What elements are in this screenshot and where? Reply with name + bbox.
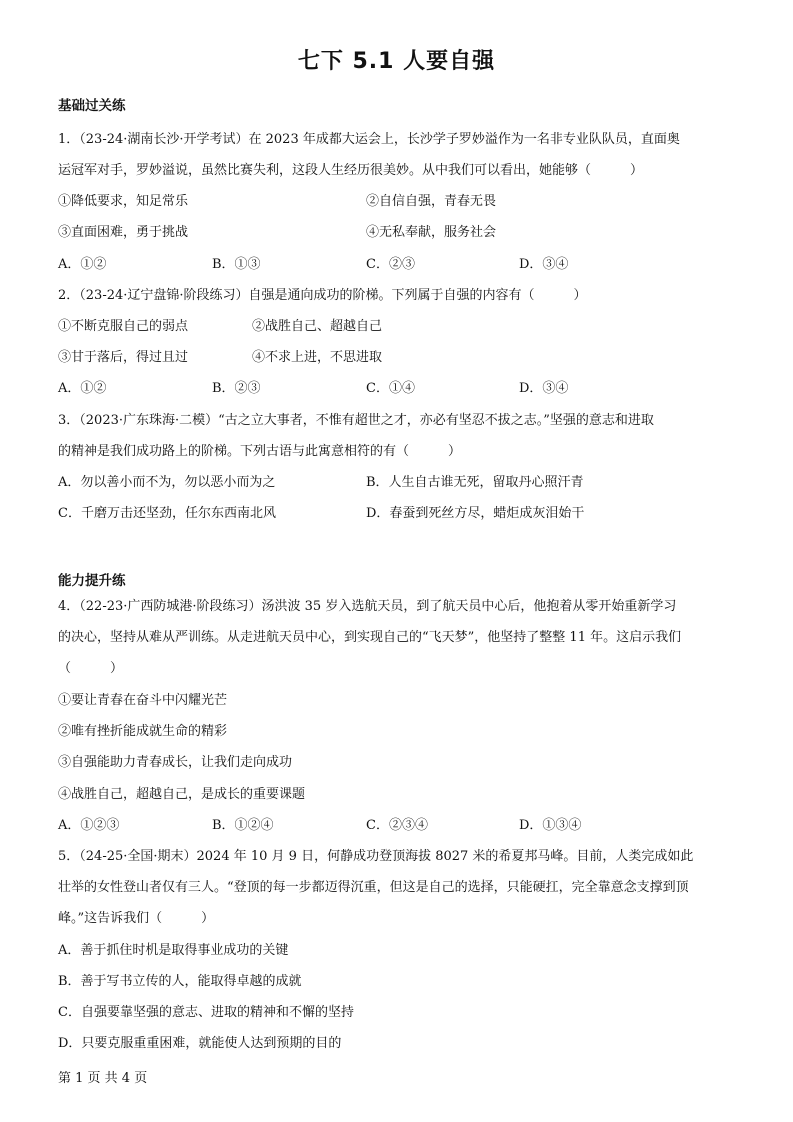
q1-option-c: C．②③ <box>366 257 415 272</box>
q4-statement-3: ③自强能助力青春成长，让我们走向成功 <box>58 755 293 770</box>
page-footer: 第 1 页 共 4 页 <box>58 1071 148 1086</box>
q4-stem-line-3: （ ） <box>58 661 124 676</box>
q1-statement-3: ③直面困难，勇于挑战 <box>58 225 189 240</box>
q5-stem-line-3: 峰。”这告诉我们（ ） <box>58 911 215 926</box>
q1-option-d: D．③④ <box>519 257 569 272</box>
q5-option-c: C．自强要靠坚强的意志、进取的精神和不懈的坚持 <box>58 1005 354 1020</box>
q4-stem-line-2: 的决心，坚持从难从严训练。从走进航天员中心，到实现自己的“飞天梦”，他坚持了整整 11 年。这启示我们 <box>58 630 682 645</box>
q4-option-b: B．①②④ <box>212 818 274 833</box>
q3-option-d: D．春蚕到死丝方尽，蜡炬成灰泪始干 <box>366 506 585 521</box>
q2-option-a: A．①② <box>58 381 107 396</box>
q1-option-a: A．①② <box>58 257 107 272</box>
q2-option-d: D．③④ <box>519 381 569 396</box>
q5-stem-line-1: 5．（24-25·全国·期末）2024 年 10 月 9 日，何静成功登顶海拔 8027 米的希夏邦马峰。目前，人类完成如此 <box>58 849 694 864</box>
q1-statement-2: ②自信自强，青春无畏 <box>366 194 497 209</box>
q3-option-c: C．千磨万击还坚劲，任尔东西南北风 <box>58 506 276 521</box>
q2-stem-line-1: 2．（23-24·辽宁盘锦·阶段练习）自强是通向成功的阶梯。下列属于自强的内容有（ ） <box>58 288 587 303</box>
q3-stem-line-1: 3．（2023·广东珠海·二模）“古之立大事者，不惟有超世之才，亦必有坚忍不拔之志。”坚强的意志和进取 <box>58 413 654 428</box>
q5-option-d: D．只要克服重重困难，就能使人达到预期的目的 <box>58 1036 342 1051</box>
q4-statement-1: ①要让青春在奋斗中闪耀光芒 <box>58 693 228 708</box>
section-heading-advanced: 能力提升练 <box>58 573 126 589</box>
section-heading-basic: 基础过关练 <box>58 98 126 114</box>
q2-statement-4: ④不求上进，不思进取 <box>252 350 383 365</box>
page-title: 七下 5.1 人要自强 <box>297 49 496 74</box>
q4-stem-line-1: 4．（22-23·广西防城港·阶段练习）汤洪波 35 岁入选航天员，到了航天员中心后，他抱着从零开始重新学习 <box>58 599 677 614</box>
q3-stem-line-2: 的精神是我们成功路上的阶梯。下列古语与此寓意相符的有（ ） <box>58 444 462 459</box>
q1-option-b: B．①③ <box>212 257 261 272</box>
q4-option-a: A．①②③ <box>58 818 120 833</box>
q2-statement-3: ③甘于落后，得过且过 <box>58 350 189 365</box>
q2-option-c: C．①④ <box>366 381 415 396</box>
q1-statement-4: ④无私奉献，服务社会 <box>366 225 497 240</box>
q5-stem-line-2: 壮举的女性登山者仅有三人。“登顶的每一步都迈得沉重，但这是自己的选择，只能硬扛，完全靠意念支撑到顶 <box>58 880 689 895</box>
q3-option-a: A．勿以善小而不为，勿以恶小而为之 <box>58 475 276 490</box>
q3-option-b: B．人生自古谁无死，留取丹心照汗青 <box>366 475 584 490</box>
q2-option-b: B．②③ <box>212 381 261 396</box>
q1-stem-line-1: 1．（23-24·湖南长沙·开学考试）在 2023 年成都大运会上，长沙学子罗妙溢作为一名非专业队队员，直面奥 <box>58 132 680 147</box>
q5-option-a: A．善于抓住时机是取得事业成功的关键 <box>58 943 289 958</box>
q1-stem-line-2: 运冠军对手，罗妙溢说，虽然比赛失利，这段人生经历很美妙。从中我们可以看出，她能够（ ） <box>58 163 644 178</box>
q1-statement-1: ①降低要求，知足常乐 <box>58 194 189 209</box>
q5-option-b: B．善于写书立传的人，能取得卓越的成就 <box>58 974 302 989</box>
q2-statement-2: ②战胜自己、超越自己 <box>252 319 383 334</box>
q2-statement-1: ①不断克服自己的弱点 <box>58 319 189 334</box>
q4-option-c: C．②③④ <box>366 818 428 833</box>
q4-option-d: D．①③④ <box>519 818 582 833</box>
q4-statement-2: ②唯有挫折能成就生命的精彩 <box>58 724 228 739</box>
q4-statement-4: ④战胜自己，超越自己，是成长的重要课题 <box>58 787 306 802</box>
